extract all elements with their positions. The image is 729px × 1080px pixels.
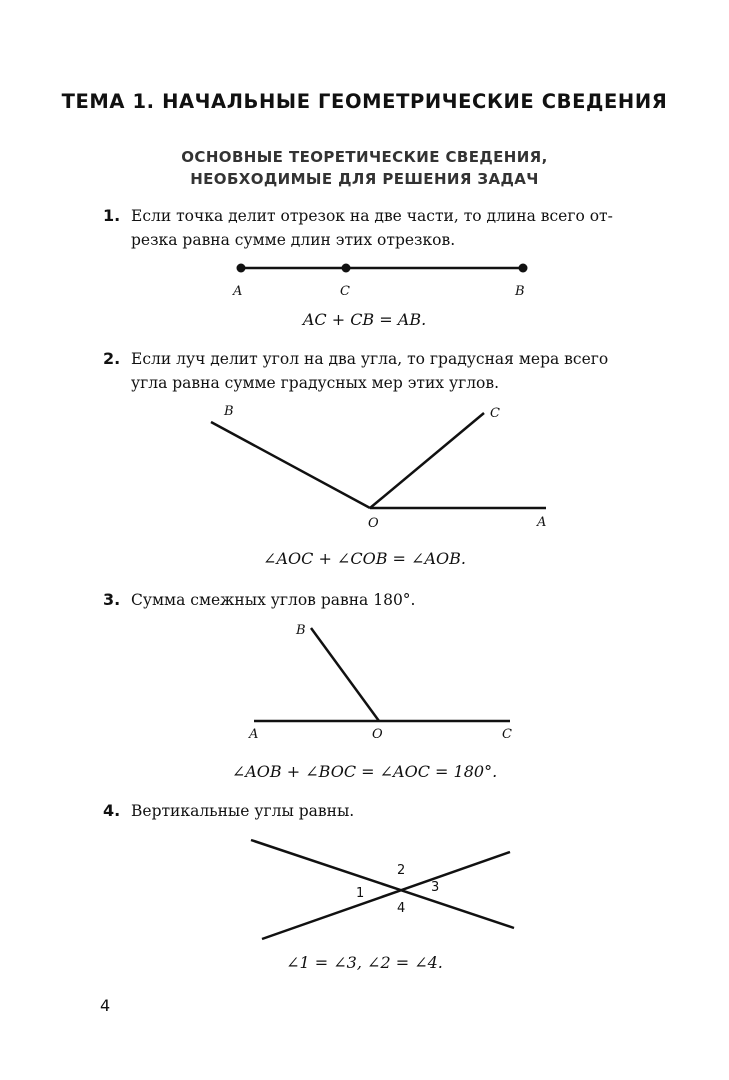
label-b-3: B (296, 623, 306, 638)
item-2-line-1: Если луч делит угол на два угла, то градусная мера всего (131, 350, 609, 368)
item-3-line-1: Сумма смежных углов равна 180°. (131, 591, 416, 609)
label-c: C (340, 284, 350, 299)
line-two (262, 852, 510, 939)
item-2-formula-text: ∠AOC + ∠COB = ∠AOB. (263, 549, 466, 568)
label-c-3: C (502, 727, 512, 742)
item-3-number: 3. (103, 590, 121, 609)
item-3-formula-text: ∠AOB + ∠BOC = ∠AOC = 180°. (231, 762, 498, 781)
item-1-line-2: резка равна сумме длин этих отрезков. (131, 231, 456, 249)
item-4-formula-text: ∠1 = ∠3, ∠2 = ∠4. (286, 953, 443, 972)
label-a-2: A (537, 515, 547, 530)
item-2-number: 2. (103, 349, 121, 368)
angle-label-2: 2 (397, 863, 406, 878)
page-number: 4 (100, 996, 111, 1015)
item-4-formula (0, 953, 729, 972)
item-4-number: 4. (103, 801, 121, 820)
label-o-2: O (368, 516, 379, 531)
angle-label-4: 4 (397, 901, 406, 916)
item-1-formula-text: AC + CB = AB. (302, 310, 427, 329)
subheading-line-1: ОСНОВНЫЕ ТЕОРЕТИЧЕСКИЕ СВЕДЕНИЯ, (181, 148, 548, 166)
label-o-3: O (372, 727, 383, 742)
label-a-3: A (249, 727, 259, 742)
label-a: A (233, 284, 243, 299)
item-2-line-2: угла равна сумме градусных мер этих углов. (131, 374, 500, 392)
angle-label-3: 3 (431, 880, 440, 895)
item-4-line-1: Вертикальные углы равны. (131, 802, 355, 820)
label-c-2: C (490, 406, 500, 421)
subheading-line-2: НЕОБХОДИМЫЕ ДЛЯ РЕШЕНИЯ ЗАДАЧ (190, 170, 539, 188)
angle-label-1: 1 (356, 886, 365, 901)
item-1-line-1: Если точка делит отрезок на две части, то длина всего от- (131, 207, 613, 225)
item-1-number: 1. (103, 206, 121, 225)
page-heading: ТЕМА 1. НАЧАЛЬНЫЕ ГЕОМЕТРИЧЕСКИЕ СВЕДЕНИЯ (61, 90, 668, 113)
line-one (251, 840, 514, 928)
label-b: B (515, 284, 525, 299)
label-b-2: B (224, 404, 234, 419)
